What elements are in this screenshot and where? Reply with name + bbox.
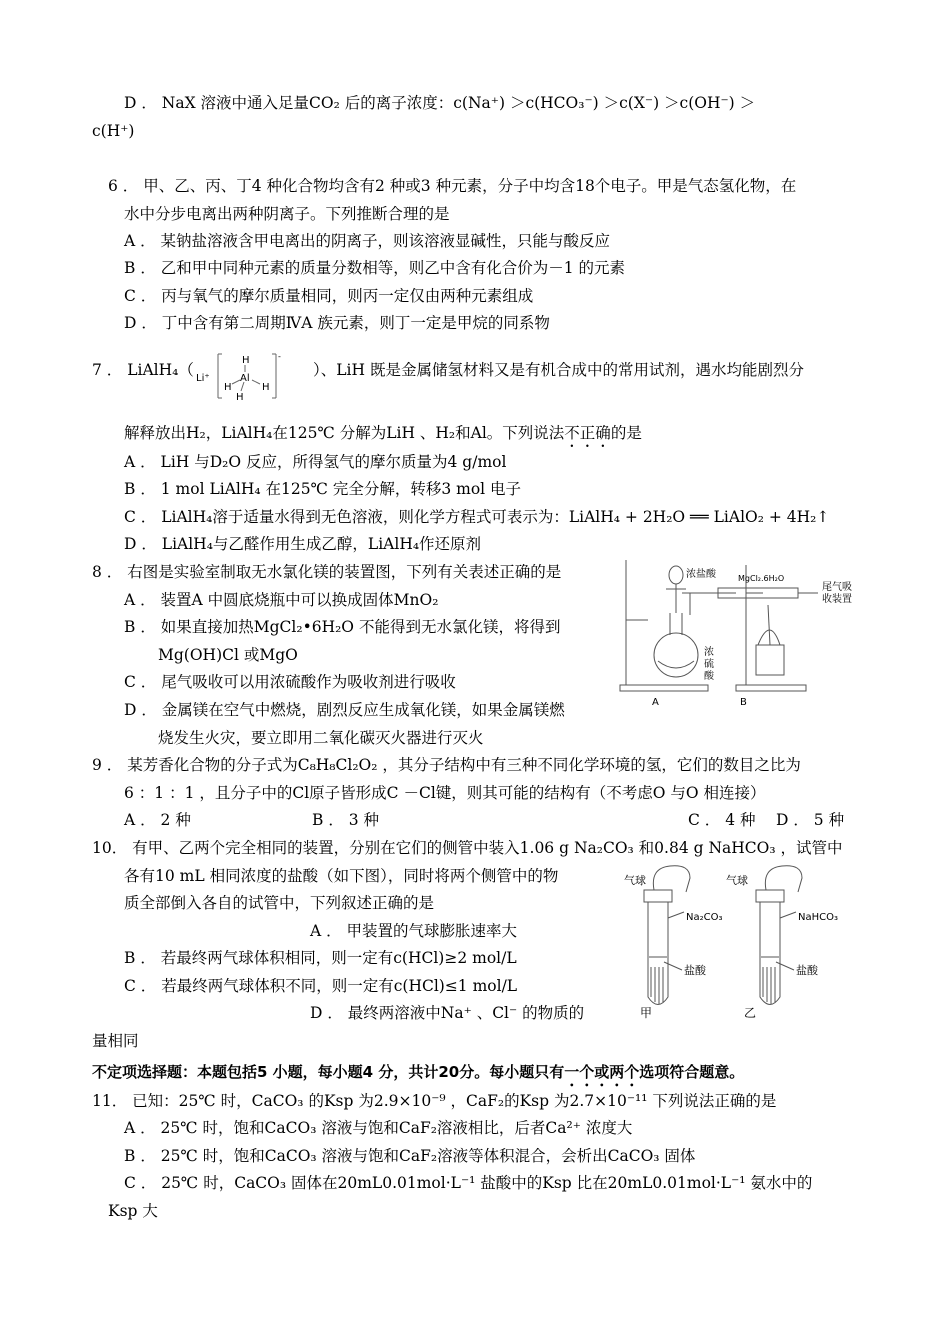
q6-option-a: A ． 某钠盐溶液含甲电离出的阴离子，则该溶液显碱性，只能与酸反应: [124, 232, 611, 250]
q9-option-a: A ． 2 种: [124, 811, 191, 829]
q8-option-d: D ． 金属镁在空气中燃烧，剧烈反应生成氧化镁，如果金属镁燃: [124, 701, 565, 719]
acid-label: 浓盐酸: [686, 569, 716, 580]
q7-stem-start: 7 ． LiAlH₄（: [92, 361, 194, 379]
q7-stem-part1: 解释放出H₂，LiAlH₄在125℃ 分解为LiH 、H₂和Al。下列说法: [124, 424, 565, 442]
q9-stem: 9 ． 某芳香化合物的分子式为C₈H₈Cl₂O₂ ，其分子结构中有三种不同化学环境的氢，它们的数目之比为: [92, 756, 801, 774]
q7-stem-end: ）、LiH 既是金属储氢材料又是有机合成中的常用试剂，遇水均能剧烈分: [313, 361, 804, 379]
q9-option-c: C ． 4 种: [688, 811, 756, 829]
li-ion-label: Li⁺: [196, 373, 210, 384]
jia-label: 甲: [640, 1006, 653, 1020]
balloon-label-1: 气球: [624, 874, 646, 887]
q10-option-a: A ． 甲装置的气球膨胀速率大: [310, 922, 518, 940]
q7-emphasis: 不正确: [564, 424, 611, 442]
lialh4-structure: [190, 350, 290, 402]
label-b: B: [740, 697, 747, 708]
q11-option-a: A ． 25℃ 时，饱和CaCO₃ 溶液与饱和CaF₂溶液相比，后者Ca²⁺ 浓度大: [124, 1119, 633, 1137]
h-top: H: [242, 355, 250, 366]
q10-option-b: B ． 若最终两气球体积相同，则一定有c(HCl)≥2 mol/L: [124, 949, 517, 967]
q9-option-b: B ． 3 种: [312, 811, 380, 829]
conc-label-1: 浓: [704, 647, 714, 658]
q11-option-c-cont: Ksp 大: [108, 1202, 158, 1220]
hcl-label-1: 盐酸: [684, 964, 706, 977]
q9-option-d: D ． 5 种: [776, 811, 845, 829]
q6-stem-cont: 水中分步电离出两种阴离子。下列推断合理的是: [124, 205, 450, 223]
q6-option-b: B ． 乙和甲中同种元素的质量分数相等，则乙中含有化合价为－1 的元素: [124, 259, 626, 277]
salt-label: MgCl₂.6H₂O: [738, 574, 785, 583]
q10-option-d-cont: 量相同: [92, 1032, 139, 1050]
section-header-emphasis: 一个或两个: [564, 1063, 640, 1081]
q6-stem: 6 ． 甲、乙、丙、丁4 种化合物均含有2 种或3 种元素，分子中均含18个电子。甲是气态氢化物，在: [108, 177, 797, 195]
label-a: A: [652, 697, 659, 708]
na2co3-label: Na₂CO₃: [686, 912, 723, 923]
conc-label-3: 酸: [704, 671, 714, 682]
h-bottom: H: [236, 392, 244, 402]
tail-label-2: 收装置: [822, 594, 852, 605]
q9-stem-cont: 6 ：1 ：1 ，且分子中的Cl原子皆形成C －Cl键，则其可能的结构有（不考虑O 与O 相连接）: [124, 784, 766, 802]
balloon-label-2: 气球: [726, 874, 748, 887]
q8-option-b: B ． 如果直接加热MgCl₂•6H₂O 不能得到无水氯化镁，将得到: [124, 618, 561, 636]
q11-stem: 11． 已知：25℃ 时，CaCO₃ 的Ksp 为2.9×10⁻⁹ ，CaF₂的Ksp 为2.7×10⁻¹¹ 下列说法正确的是: [92, 1092, 777, 1110]
q11-option-b: B ． 25℃ 时，饱和CaCO₃ 溶液与饱和CaF₂溶液等体积混合，会析出CaCO₃ 固体: [124, 1147, 696, 1165]
section-header-part1: 不定项选择题：本题包括5 小题，每小题4 分，共计20分。每小题只有: [92, 1063, 565, 1081]
q6-option-d: D ． 丁中含有第二周期ⅣA 族元素，则丁一定是甲烷的同系物: [124, 314, 550, 332]
q7-option-a: A ． LiH 与D₂O 反应，所得氢气的摩尔质量为4 g/mol: [124, 453, 507, 471]
h-right: H: [262, 382, 270, 393]
hcl-label-2: 盐酸: [796, 964, 818, 977]
q5-option-d-cont: c(H⁺): [92, 122, 135, 140]
q10-option-c: C ． 若最终两气球体积不同，则一定有c(HCl)≤1 mol/L: [124, 977, 518, 995]
q8-option-b-cont: Mg(OH)Cl 或MgO: [158, 646, 298, 664]
q7-option-d: D ． LiAlH₄与乙醛作用生成乙醇，LiAlH₄作还原剂: [124, 535, 482, 553]
tail-label-1: 尾气吸: [822, 582, 852, 593]
yi-label: 乙: [744, 1006, 757, 1020]
q8-option-d-cont: 烧发生火灾，要立即用二氧化碳灭火器进行灭火: [158, 729, 484, 747]
nahco3-label: NaHCO₃: [798, 912, 838, 923]
q8-stem: 8 ． 右图是实验室制取无水氯化镁的装置图，下列有关表述正确的是: [92, 563, 562, 581]
q10-stem: 10． 有甲、乙两个完全相同的装置，分别在它们的侧管中装入1.06 g Na₂CO₃ 和0.84 g NaHCO₃ ，试管中: [92, 839, 843, 857]
q8-option-a: A ． 装置A 中圆底烧瓶中可以换成固体MnO₂: [124, 591, 439, 609]
q6-option-c: C ． 丙与氧气的摩尔质量相同，则丙一定仅由两种元素组成: [124, 287, 534, 305]
q11-option-c: C ． 25℃ 时，CaCO₃ 固体在20mL0.01mol·L⁻¹ 盐酸中的Ksp 比在20mL0.01mol·L⁻¹ 氨水中的: [124, 1174, 813, 1192]
q8-option-c: C ． 尾气吸收可以用浓硫酸作为吸收剂进行吸收: [124, 673, 456, 691]
q7-option-b: B ． 1 mol LiAlH₄ 在125℃ 完全分解，转移3 mol 电子: [124, 480, 522, 498]
test-tube-figure: [620, 862, 860, 1020]
al-label: Al: [240, 373, 250, 384]
q5-option-d: D ． NaX 溶液中通入足量CO₂ 后的离子浓度：c(Na⁺) ＞c(HCO₃⁻) ＞c(X⁻) ＞c(OH⁻) ＞: [124, 94, 756, 112]
q10-stem-cont: 各有10 mL 相同浓度的盐酸（如下图），同时将两个侧管中的物: [124, 867, 559, 885]
section-header: [92, 1062, 744, 1090]
q10-stem-cont2: 质全部倒入各自的试管中，下列叙述正确的是: [124, 894, 435, 912]
h-left: H: [224, 382, 232, 393]
conc-label-2: 硫: [704, 659, 714, 670]
section-header-part3: 选项符合题意。: [639, 1063, 745, 1081]
q10-option-d: D ． 最终两溶液中Na⁺ 、Cl⁻ 的物质的: [310, 1004, 585, 1022]
apparatus-figure: [618, 555, 868, 710]
q7-option-c: C ． LiAlH₄溶于适量水得到无色溶液，则化学方程式可表示为：LiAlH₄ + 2H₂O ══ LiAlO₂ + 4H₂↑: [124, 508, 830, 526]
q7-stem-part3: 的是: [610, 424, 642, 442]
q7-stem-cont: [124, 423, 642, 451]
charge-label: -: [278, 352, 281, 361]
